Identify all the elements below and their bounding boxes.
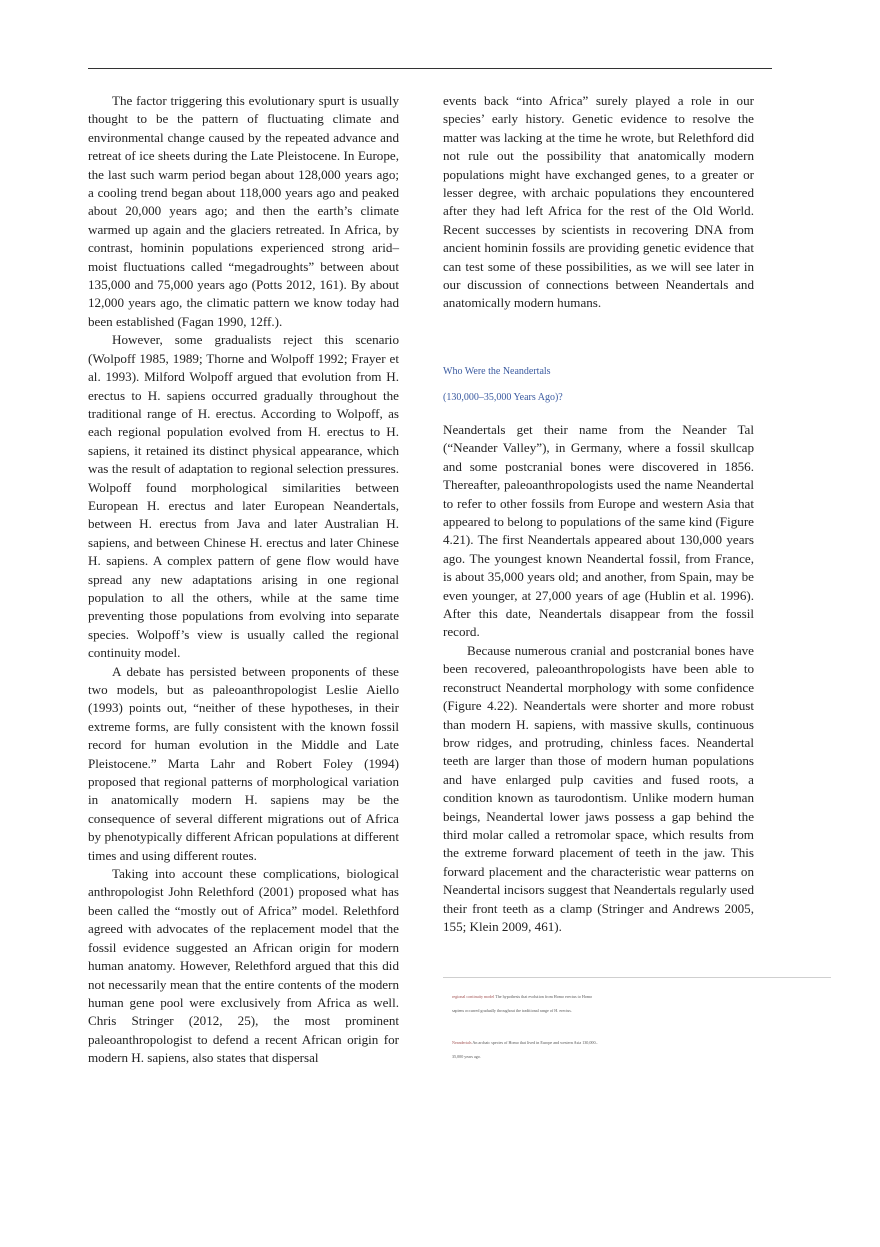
top-rule (88, 68, 772, 69)
section-heading-dates: (130,000–35,000 Years Ago)? (443, 392, 563, 403)
section-heading: Who Were the Neandertals (443, 366, 551, 377)
right-column-body (443, 421, 754, 936)
paragraph: The factor triggering this evolutionary spurt is usually thought to be the pattern of fluctuating climate and environmental change caused by the repeated advance and retreat of ice sheets during the Late Pleistocene. In Europe, the last such warm period began about 128,000 years ago; a cooling trend began about 118,000 years ago and peaked about 20,000 years ago; and then the earth’s climate warmed up again and the glaciers retreated. In Africa, by contrast, hominin populations experienced strong arid–moist fluctuations called “megadroughts” between about 135,000 and 75,000 years ago (Potts 2012, 161). By about 12,000 years ago, the climatic pattern we know today had been established (Fagan 1990, 12ff.). (88, 93, 399, 329)
paragraph: Because numerous cranial and postcranial bones have been recovered, paleoanthropologists have been able to reconstruct Neandertal morphology with some confidence (Figure 4.22). Neandertals were shorter and more robust than modern H. sapiens, with massive skulls, continuous brow ridges, and protruding, chinless faces. Neandertal teeth are larger than those of modern human populations and have enlarged pulp cavities and fused roots, a condition known as taurodontism. Unlike modern human beings, Neandertal lower jaws possess a gap behind the third molar called a retromolar space, which results from the extreme forward placement of teeth in the jaw. This forward placement and the characteristic wear patterns on Neandertal incisors suggest that Neandertals regularly used their front teeth as a clamp (Stringer and Andrews 2005, 155; Klein 2009, 461). (443, 642, 754, 934)
glossary-term: Neandertals (452, 1040, 472, 1045)
glossary-definition: The hypothesis that evolution from Homo erectus to Homo sapiens occurred gradually throughout the traditional range of H. erectus. (452, 994, 593, 1013)
paragraph: Taking into account these complications, biological anthropologist John Relethford (2001) proposed what has been called the “mostly out of Africa” model. Relethford agreed with advocates of the replacement model that the fossil evidence suggested an African origin for modern human anatomy. However, Relethford argued that this did not necessarily mean that the entire contents of the modern human gene pool were exclusively from Africa as well. Chris Stringer (2012, 25), the most prominent paleoanthropologist to defend a recent African origin for modern H. sapiens, also states that dispersal (88, 866, 399, 1066)
paragraph: events back “into Africa” surely played a role in our species’ early history. Genetic evidence to resolve the matter was lacking at the time he wrote, but Relethford did not rule out the possibility that anatomically modern populations might have exchanged genes, to a greater or lesser degree, with archaic populations they encountered after they had left Africa for the rest of the Old World. Recent successes by scientists in recovering DNA from ancient hominin fossils are providing genetic evidence that can test some of these possibilities, as we will see later in our discussion of connections between Neandertals and anatomically modern humans. (443, 93, 754, 311)
paragraph: However, some gradualists reject this scenario (Wolpoff 1985, 1989; Thorne and Wolpoff 1992; Frayer et al. 1993). Milford Wolpoff argued that evolution from H. erectus to H. sapiens occurred gradually throughout the traditional range of H. erectus. According to Wolpoff, as each regional population evolved from H. erectus to H. sapiens, it retained its distinct physical appearance, which was the result of adaptation to regional selection pressures. Wolpoff found morphological similarities between European H. erectus and later European Neandertals, between H. erectus from Java and later Australian H. sapiens, and between Chinese H. erectus and later Chinese H. sapiens. A complex pattern of gene flow would have spread any new adaptations arising in one regional population to all the others, while at the same time preventing those populations from evolving into separate species. Wolpoff’s view is usually called the regional continuity model. (88, 332, 399, 661)
glossary-entry (452, 990, 602, 1017)
glossary-entry (452, 1036, 602, 1063)
paragraph: Neandertals get their name from the Neander Tal (“Neander Valley”), in Germany, where a fossil skullcap and some postcranial bones were discovered in 1856. Thereafter, paleoanthropologists used the name Neandertal to refer to other fossils from Europe and western Asia that appeared to belong to populations of the same kind (Figure 4.21). The first Neandertals appeared about 130,000 years ago. The youngest known Neandertal fossil, from France, is about 35,000 years old; and another, from Spain, may be even younger, at 27,000 years of age (Hublin et al. 1996). After this date, Neandertals disappear from the fossil record. (443, 422, 754, 640)
glossary-term: regional continuity model (452, 994, 495, 999)
right-column-continuation (443, 92, 754, 313)
left-column (88, 92, 399, 1068)
paragraph: A debate has persisted between proponents of these two models, but as paleoanthropologist Leslie Aiello (1993) points out, “neither of these hypotheses, in their extreme forms, are fully consistent with the known fossil record for human evolution in the Middle and Late Pleistocene.” Marta Lahr and Robert Foley (1994) proposed that regional patterns of morphological variation in anatomically modern H. sapiens may be the consequence of several different migrations out of Africa by phenotypically different African populations at different times and using different routes. (88, 663, 399, 863)
glossary-definition: An archaic species of Homo that lived in Europe and western Asia 130,000–35,000 years ago. (452, 1040, 598, 1059)
glossary-rule (443, 977, 831, 978)
